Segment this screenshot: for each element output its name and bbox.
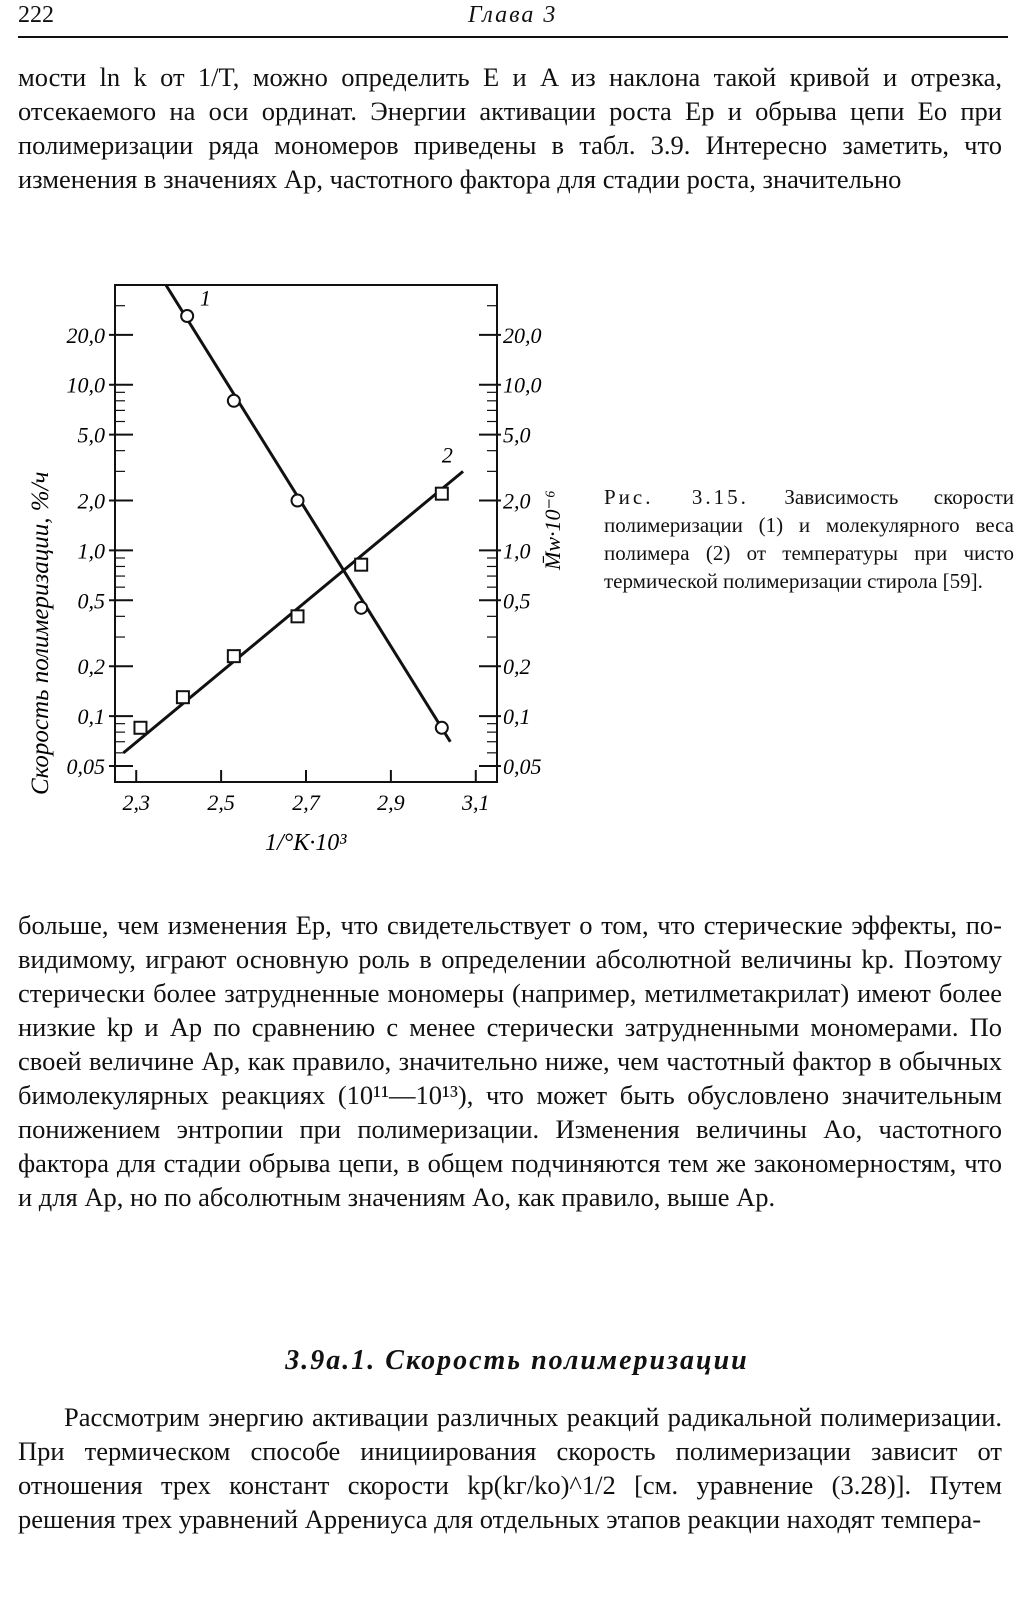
y-tick-label-left: 0,5 (77, 588, 105, 614)
page-number: 222 (18, 2, 54, 28)
chart-lines (123, 285, 463, 753)
y-axis-label-right: M̄w·10⁻⁶ (540, 490, 565, 570)
figure-3-15 (0, 270, 600, 870)
series-2-point (228, 650, 240, 662)
paragraph-middle: больше, чем изменения Eр, что свидетельствует о том, что стерические эффекты, по-видимому, играют основную роль в определении абсолютной величины kр. Поэтому стерически более затрудненные мономеры (например, метилметакрилат) имеют более низкие kр и Aр по сравнению с менее стерически затрудненными мономерами. По своей величине Aр, как правило, значительно ниже, чем частотный фактор в обычных бимолекулярных реакциях (10¹¹—10¹³), что может быть обусловлено значительным понижением энтропии при полимеризации. Изменения величины Aо, частотного фактора для стадии обрыва цепи, в общем подчиняются тем же закономерностям, что и для Aр, но по абсолютным значениям Aо, как правило, выше Aр. (18, 910, 1002, 1212)
x-tick-label: 2,7 (292, 790, 320, 815)
series-1-point (181, 310, 193, 322)
y-axis-label-left: Скорость полимеризации, %/ч (27, 471, 54, 795)
x-tick-label: 2,3 (122, 790, 150, 815)
y-tick-label-left: 2,0 (77, 488, 105, 514)
series-1-point (436, 722, 448, 734)
series-1-line (166, 285, 450, 742)
plot-frame (115, 285, 497, 782)
series-1-label: 1 (199, 285, 211, 311)
y-tick-label-left: 0,05 (66, 753, 105, 779)
page-header (18, 0, 1008, 38)
series-1-point (355, 602, 367, 614)
series-1-point (228, 395, 240, 407)
chart-ticks (67, 285, 542, 815)
caption-label: Рис. 3.15. (604, 485, 749, 509)
y-tick-label-right: 0,5 (503, 588, 531, 614)
y-tick-label-left: 10,0 (66, 372, 105, 398)
y-tick-label-left: 5,0 (77, 422, 105, 448)
x-tick-label: 2,9 (377, 790, 405, 815)
y-tick-label-left: 0,2 (77, 654, 105, 680)
y-tick-label-right: 10,0 (503, 372, 542, 398)
x-axis-label: 1/°K·10³ (265, 830, 347, 856)
y-tick-label-left: 1,0 (77, 538, 105, 564)
figure-caption (604, 483, 1014, 595)
chart-svg (0, 270, 600, 870)
paragraph-bottom: Рассмотрим энергию активации различных реакций радикальной полимеризации. При термическом способе инициирования скорость полимеризации зависит от отношения трех констант скорости kр(kг/kо)^1/2 [см. уравнение (3.28)]. Путем решения трех уравнений Аррениуса для отдельных этапов реакции находят темпера- (18, 1402, 1002, 1534)
running-head: Глава 3 (468, 2, 558, 28)
y-tick-label-right: 20,0 (503, 322, 542, 348)
x-tick-label: 3,1 (462, 790, 490, 815)
y-tick-label-right: 0,1 (503, 704, 531, 730)
x-tick-label: 2,5 (207, 790, 235, 815)
series-2-label: 2 (441, 442, 453, 468)
y-tick-label-right: 1,0 (503, 538, 531, 564)
y-tick-label-left: 20,0 (66, 322, 105, 348)
y-tick-label-left: 0,1 (77, 704, 105, 730)
series-1-point (292, 495, 304, 507)
series-2-point (355, 559, 367, 571)
series-2-point (292, 610, 304, 622)
section-heading: 3.9а.1. Скорость полимеризации (285, 1345, 749, 1376)
paragraph-top: мости ln k от 1/T, можно определить E и A из наклона такой кривой и отрезка, отсекаемого на оси ординат. Энергии активации роста Eр и обрыва цепи Eо при полимеризации ряда мономеров приведены в табл. 3.9. Интересно заметить, что изменения в значениях Aр, частотного фактора для стадии роста, значительно (18, 62, 1002, 194)
chart-frame (115, 285, 497, 782)
series-2-point (177, 691, 189, 703)
y-tick-label-right: 5,0 (503, 422, 531, 448)
series-2-point (436, 488, 448, 500)
y-tick-label-right: 2,0 (503, 488, 531, 514)
series-2-point (134, 722, 146, 734)
y-tick-label-right: 0,2 (503, 654, 531, 680)
caption-text: Зависимость скорости полимеризации (1) и молекулярного веса полимера (2) от температуры при чисто термической полимеризации стирола [59]. (604, 485, 1014, 593)
y-tick-label-right: 0,05 (503, 753, 542, 779)
